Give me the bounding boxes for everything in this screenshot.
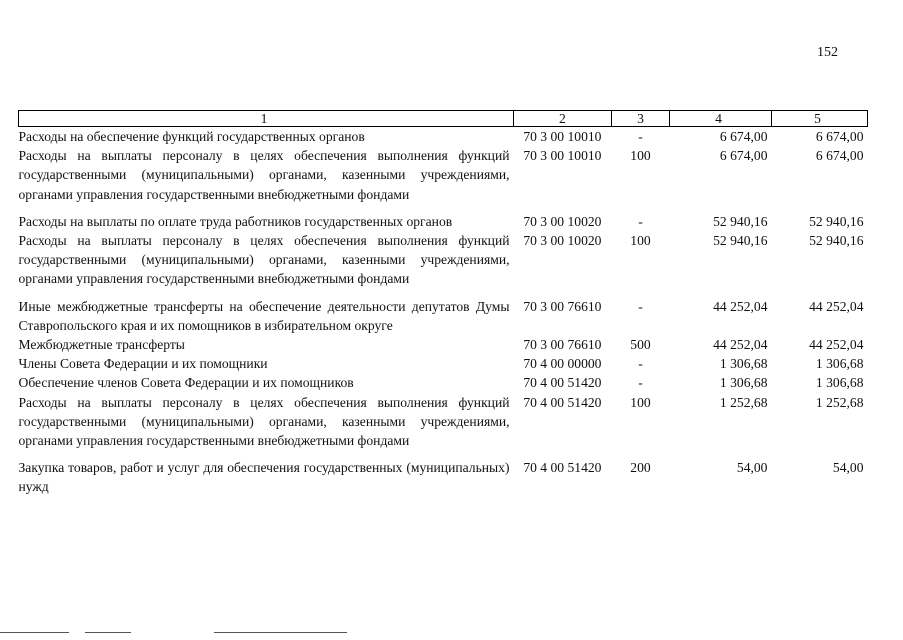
row-type: - <box>638 298 643 314</box>
table-row <box>19 231 868 297</box>
table-row <box>19 297 868 335</box>
table-row <box>19 212 868 231</box>
scan-artifact-line <box>214 632 347 633</box>
table-row <box>19 335 868 354</box>
row-name: Расходы на выплаты персоналу в целях обеспечения выполнения функций государственными (муниципальными) органами, казенными учреждениями, органами управления государственными внебюджетными фондами <box>18 394 510 449</box>
row-value-5: 1 306,68 <box>815 356 864 372</box>
row-value-5: 6 674,00 <box>815 148 864 164</box>
row-code: 70 4 00 00000 <box>523 356 602 372</box>
row-type: 100 <box>630 148 651 164</box>
row-code: 70 3 00 10020 <box>523 233 602 249</box>
row-name: Межбюджетные трансферты <box>18 337 185 353</box>
column-header-1: 1 <box>19 111 514 127</box>
row-value-5: 1 252,68 <box>815 394 864 410</box>
row-code: 70 4 00 51420 <box>523 394 602 410</box>
column-header-4: 4 <box>670 111 772 127</box>
row-code: 70 3 00 76610 <box>523 337 602 353</box>
row-type: - <box>638 129 643 144</box>
table-header-row <box>19 111 868 127</box>
row-value-5: 44 252,04 <box>809 298 864 314</box>
table-row <box>19 354 868 373</box>
row-value-4: 44 252,04 <box>713 298 768 314</box>
row-value-4: 1 306,68 <box>719 375 768 391</box>
row-name: Закупка товаров, работ и услуг для обеспечения государственных (муниципальных) нужд <box>18 460 510 495</box>
table-row <box>19 393 868 459</box>
row-value-5: 52 940,16 <box>809 233 864 249</box>
row-code: 70 3 00 10010 <box>523 129 602 144</box>
page-number: 152 <box>817 45 838 60</box>
row-type: 200 <box>630 460 651 476</box>
row-name: Расходы на выплаты персоналу в целях обеспечения выполнения функций государственными (муниципальными) органами, казенными учреждениями, органами управления государственными внебюджетными фондами <box>18 148 510 202</box>
row-type: - <box>638 213 643 229</box>
row-value-4: 6 674,00 <box>719 129 768 144</box>
column-header-2: 2 <box>514 111 612 127</box>
row-name: Обеспечение членов Совета Федерации и их помощников <box>18 375 354 391</box>
budget-table <box>18 110 868 497</box>
table-row <box>19 373 868 392</box>
row-value-4: 52 940,16 <box>713 213 768 229</box>
row-name: Иные межбюджетные трансферты на обеспечение деятельности депутатов Думы Ставропольского края и их помощников в избирательном округе <box>18 298 510 333</box>
row-value-5: 1 306,68 <box>815 375 864 391</box>
table-row <box>19 127 868 147</box>
table-row <box>19 146 868 212</box>
scan-artifact-line <box>0 632 69 633</box>
table-row <box>19 458 868 496</box>
row-value-5: 6 674,00 <box>815 129 864 144</box>
row-name: Расходы на обеспечение функций государственных органов <box>18 129 365 144</box>
row-type: 500 <box>630 337 651 353</box>
row-value-5: 44 252,04 <box>809 337 864 353</box>
row-value-4: 1 252,68 <box>719 394 768 410</box>
row-type: 100 <box>630 394 651 410</box>
column-header-3: 3 <box>611 111 669 127</box>
row-value-5: 52 940,16 <box>809 213 864 229</box>
column-header-5: 5 <box>771 111 867 127</box>
row-name: Расходы на выплаты персоналу в целях обеспечения выполнения функций государственными (муниципальными) органами, казенными учреждениями, органами управления государственными внебюджетными фондами <box>18 233 510 287</box>
row-code: 70 4 00 51420 <box>523 460 602 476</box>
row-type: 100 <box>630 233 651 249</box>
row-code: 70 3 00 76610 <box>523 298 602 314</box>
row-name: Расходы на выплаты по оплате труда работников государственных органов <box>18 213 453 229</box>
row-code: 70 3 00 10020 <box>523 213 602 229</box>
row-code: 70 3 00 10010 <box>523 148 602 164</box>
row-value-4: 6 674,00 <box>719 148 768 164</box>
scan-artifact-line <box>85 632 131 633</box>
row-value-5: 54,00 <box>832 460 864 476</box>
row-name: Члены Совета Федерации и их помощники <box>18 356 268 372</box>
row-code: 70 4 00 51420 <box>523 375 602 391</box>
row-type: - <box>638 356 643 372</box>
row-value-4: 1 306,68 <box>719 356 768 372</box>
row-value-4: 54,00 <box>736 460 768 476</box>
row-value-4: 44 252,04 <box>713 337 768 353</box>
row-type: - <box>638 375 643 391</box>
row-value-4: 52 940,16 <box>713 233 768 249</box>
